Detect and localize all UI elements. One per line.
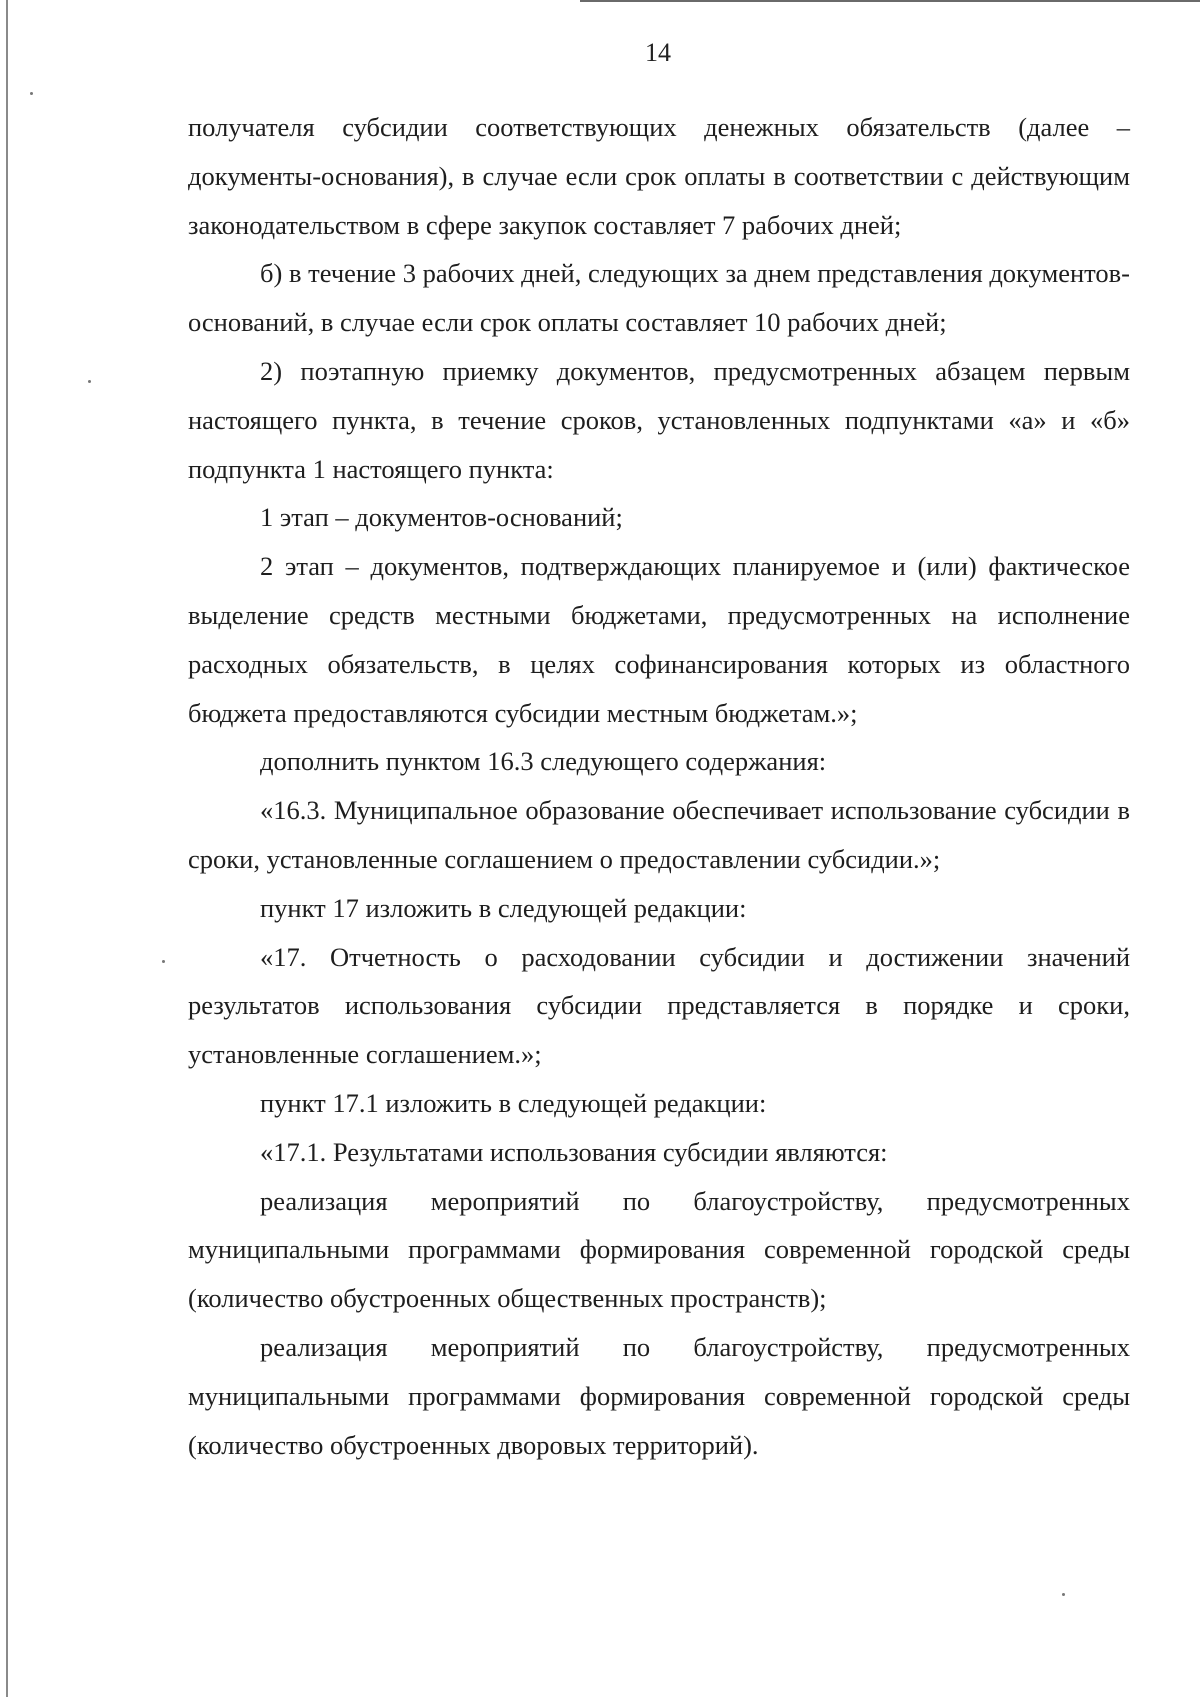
paragraph-clause-17: «17. Отчетность о расходовании субсидии и достижении значений результатов использования субсидии представляется в порядке и сроки, установленные соглашением.»; (188, 941, 1130, 1070)
page-number: 14 (645, 38, 671, 67)
paragraph-amendment-16-3: дополнить пунктом 16.3 следующего содержания: (260, 746, 827, 777)
document-body (188, 103, 1130, 1469)
paragraph-amendment-17-1: пункт 17.1 изложить в следующей редакции: (260, 1087, 767, 1118)
paragraph-result-public-spaces: реализация мероприятий по благоустройству, предусмотренных муниципальными программами формирования современной городской среды (количество обустроенных общественных пространств); (188, 1185, 1130, 1314)
scan-speck (30, 92, 33, 95)
scan-speck (1062, 1593, 1065, 1596)
scan-speck (88, 380, 91, 383)
paragraph-clause-16-3: «16.3. Муниципальное образование обеспечивает использование субсидии в сроки, установленные соглашением о предоставлении субсидии.»; (188, 795, 1130, 874)
paragraph-stage-1: 1 этап – документов-оснований; (260, 502, 623, 533)
paragraph-result-courtyards: реализация мероприятий по благоустройству, предусмотренных муниципальными программами формирования современной городской среды (количество обустроенных дворовых территорий). (188, 1331, 1130, 1460)
scan-left-edge (6, 0, 8, 1697)
paragraph-stage-2: 2 этап – документов, подтверждающих планируемое и (или) фактическое выделение средств местными бюджетами, предусмотренных на исполнение расходных обязательств, в целях софинансирования которых из областного бюджета предоставляются субсидии местным бюджетам.»; (188, 551, 1130, 728)
paragraph-amendment-17: пункт 17 изложить в следующей редакции: (260, 892, 747, 923)
paragraph-subitem-b: б) в течение 3 рабочих дней, следующих за днем представления документов-оснований, в случае если срок оплаты составляет 10 рабочих дней; (188, 258, 1130, 338)
paragraph-continuation: получателя субсидии соответствующих денежных обязательств (далее – документы-основания), в случае если срок оплаты в соответствии с действующим законодательством в сфере закупок составляет 7 рабочих дней; (188, 112, 1130, 240)
paragraph-item-2: 2) поэтапную приемку документов, предусмотренных абзацем первым настоящего пункта, в течение сроков, установленных подпунктами «а» и «б» подпункта 1 настоящего пункта: (188, 355, 1130, 484)
scan-speck (162, 960, 165, 963)
scan-top-edge (580, 0, 1200, 2)
paragraph-clause-17-1: «17.1. Результатами использования субсидии являются: (260, 1136, 888, 1167)
